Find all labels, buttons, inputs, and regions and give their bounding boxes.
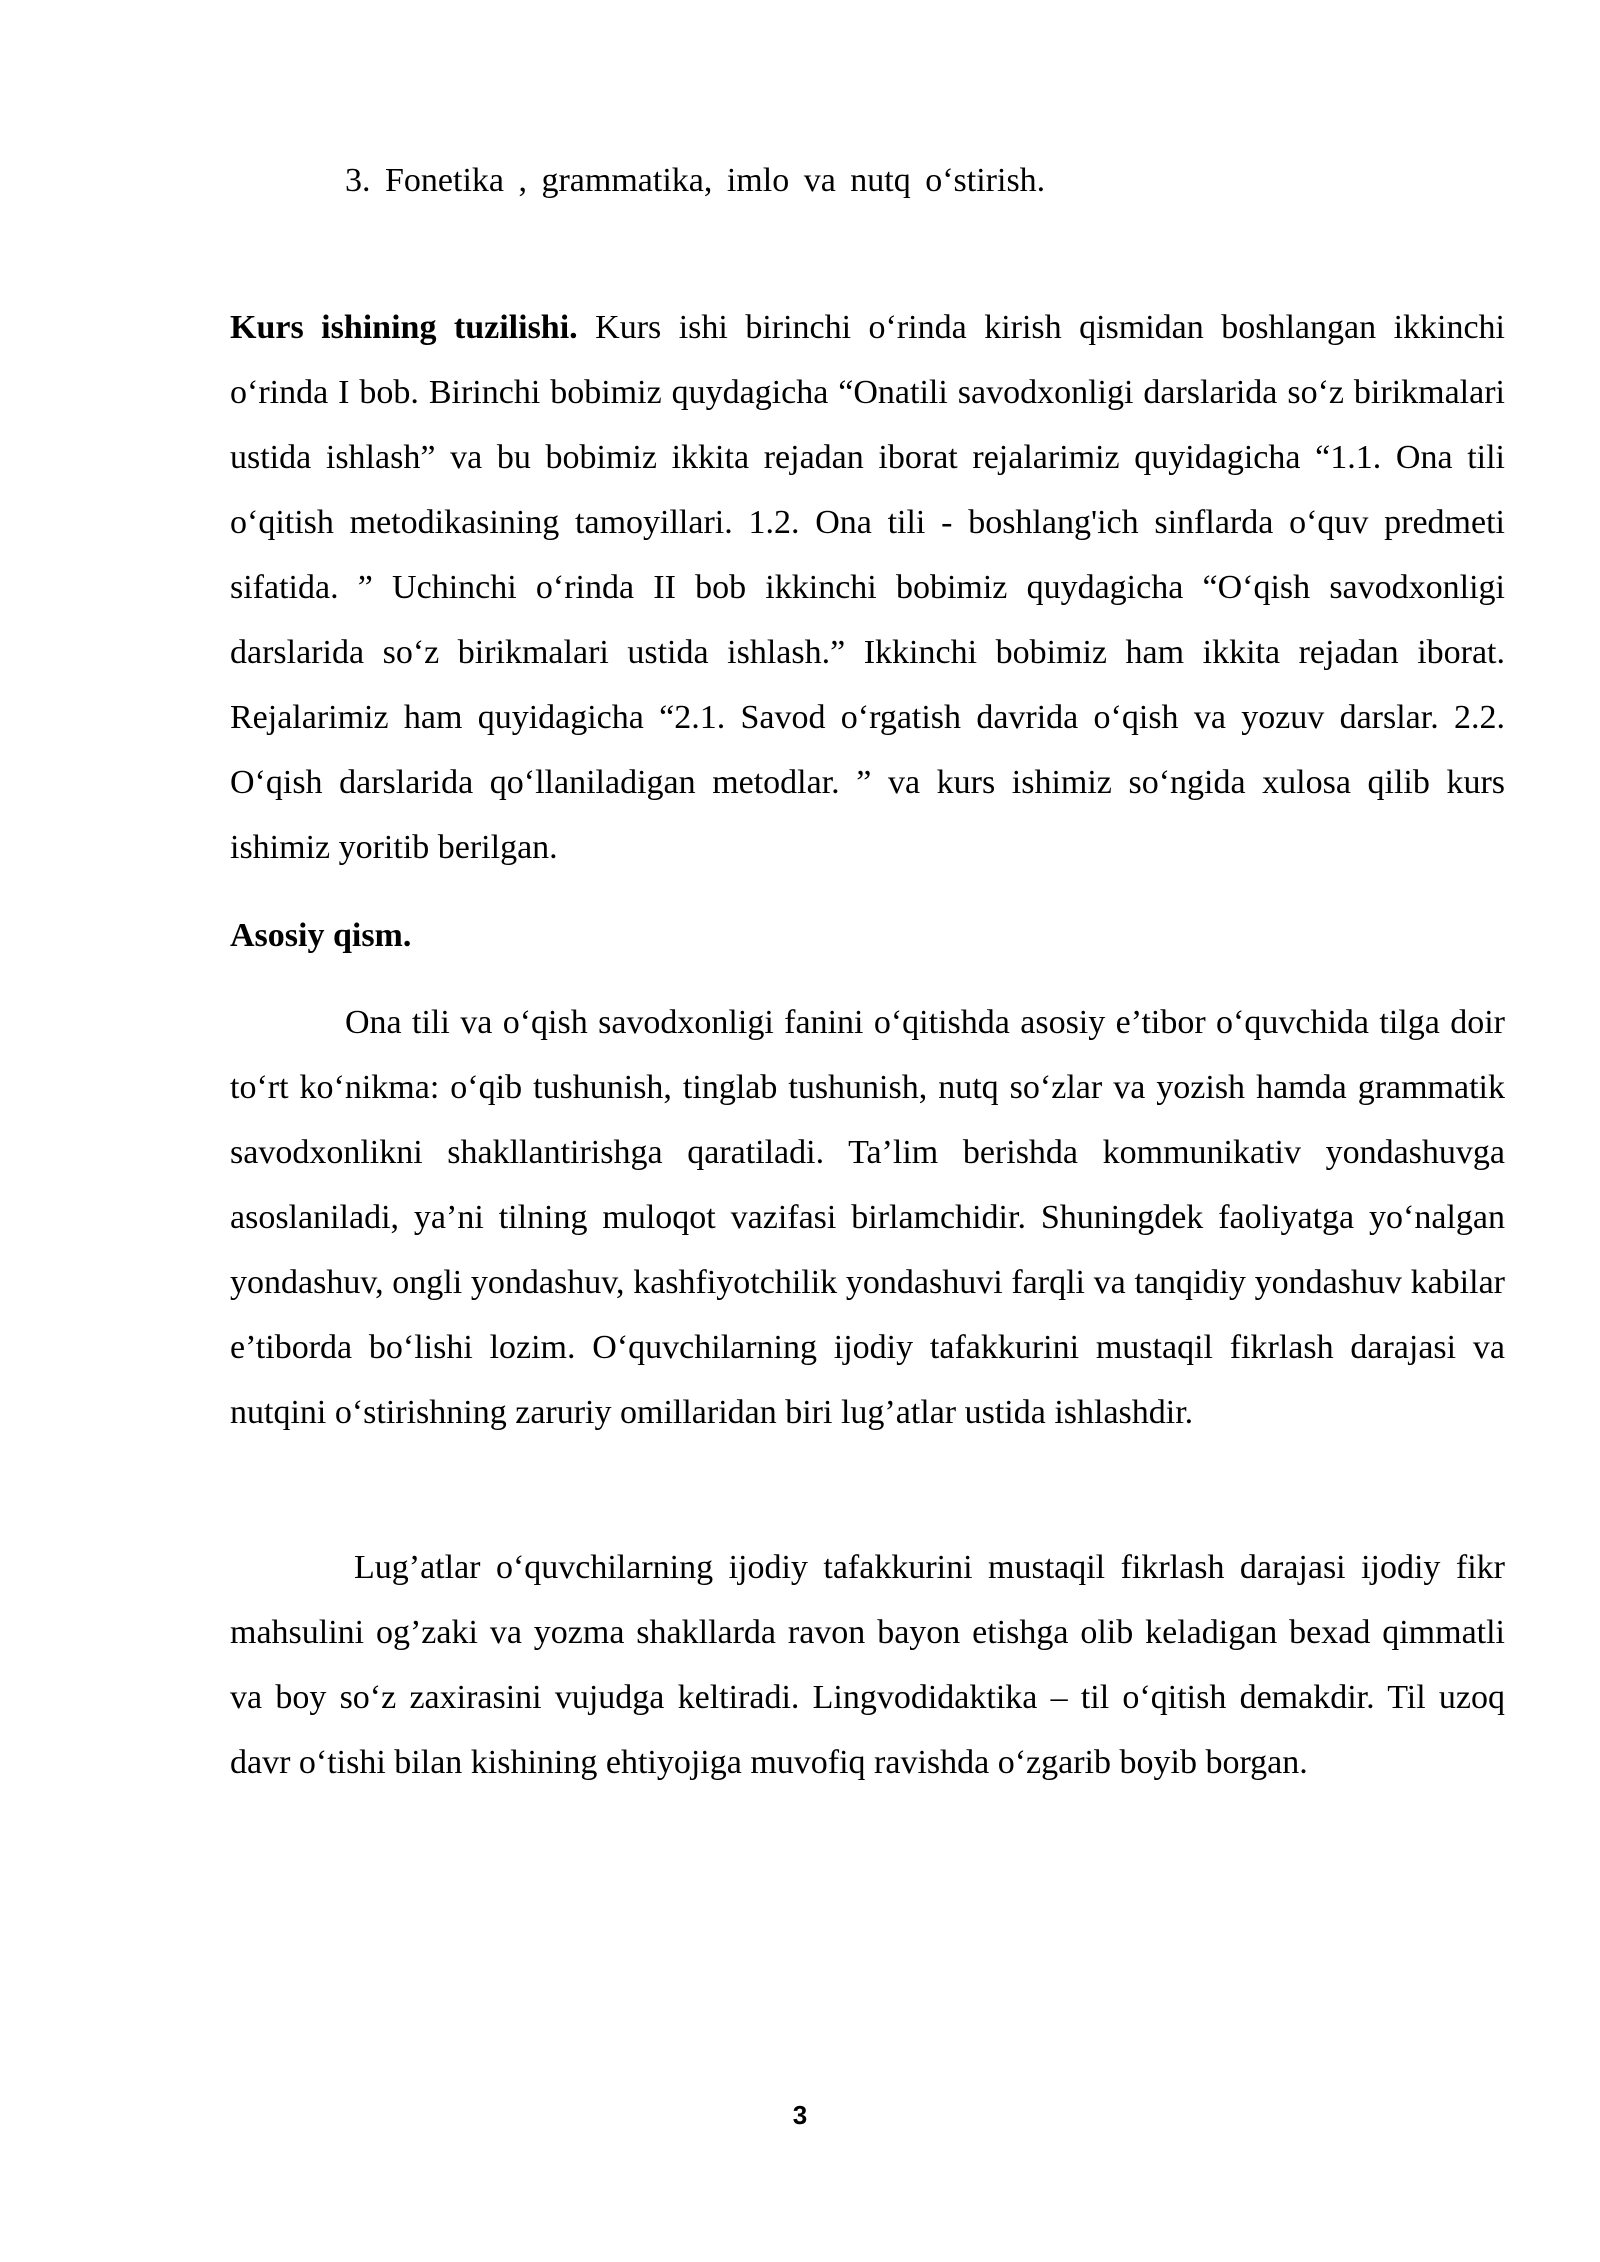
- body-paragraph-1: Ona tili va o‘qish savodxonligi fanini o‘qitishda asosiy e’tibor o‘quvchida tilga doir to‘rt ko‘nikma: o‘qib tushunish, tinglab tushunish, nutq so‘zlar va yozish hamda grammatik savodxonlikni shakllantirishga qaratiladi. Ta’lim berishda kommunikativ yondashuvga asoslaniladi, ya’ni tilning muloqot vazifasi birlamchidir. Shuningdek faoliyatga yo‘nalgan yondashuv, ongli yondashuv, kashfiyotchilik yondashuvi farqli va tanqidiy yondashuv kabilar e’tiborda bo‘lishi lozim. O‘quvchilarning ijodiy tafakkurini mustaqil fikrlash darajasi va nutqini o‘stirishning zaruriy omillaridan biri lug’atlar ustida ishlashdir.: [230, 1004, 1505, 1431]
- course-structure-paragraph: [230, 295, 1505, 880]
- list-item-3: 3. Fonetika , grammatika, imlo va nutq o‘stirish.: [345, 162, 1046, 199]
- main-part-heading: Asosiy qism.: [230, 917, 412, 954]
- page-number: 3: [792, 2100, 808, 2130]
- body-paragraph-2: Lug’atlar o‘quvchilarning ijodiy tafakkurini mustaqil fikrlash darajasi ijodiy fikr mahsulini og’zaki va yozma shakllarda ravon bayon etishga olib keladigan bexad qimmatli va boy so‘z zaxirasini vujudga keltiradi. Lingvodidaktika – til o‘qitish demakdir. Til uzoq davr o‘tishi bilan kishining ehtiyojiga muvofiq ravishda o‘zgarib boyib borgan.: [230, 1549, 1505, 1781]
- course-structure-body: Kurs ishi birinchi o‘rinda kirish qismidan boshlangan ikkinchi o‘rinda I bob. Birinchi bobimiz quydagicha “Onatili savodxonligi darslarida so‘z birikmalari ustida ishlash” va bu bobimiz ikkita rejadan iborat rejalarimiz quyidagicha “1.1. Ona tili o‘qitish metodikasining tamoyillari. 1.2. Ona tili - boshlang'ich sinflarda o‘quv predmeti sifatida. ” Uchinchi o‘rinda II bob ikkinchi bobimiz quydagicha “O‘qish savodxonligi darslarida so‘z birikmalari ustida ishlash.” Ikkinchi bobimiz ham ikkita rejadan iborat. Rejalarimiz ham quyidagicha “2.1. Savod o‘rgatish davrida o‘qish va yozuv darslar. 2.2. O‘qish darslarida qo‘llaniladigan metodlar. ” va kurs ishimiz so‘ngida xulosa qilib kurs ishimiz yoritib berilgan.: [230, 309, 1505, 866]
- course-structure-heading: Kurs ishining tuzilishi.: [230, 309, 578, 346]
